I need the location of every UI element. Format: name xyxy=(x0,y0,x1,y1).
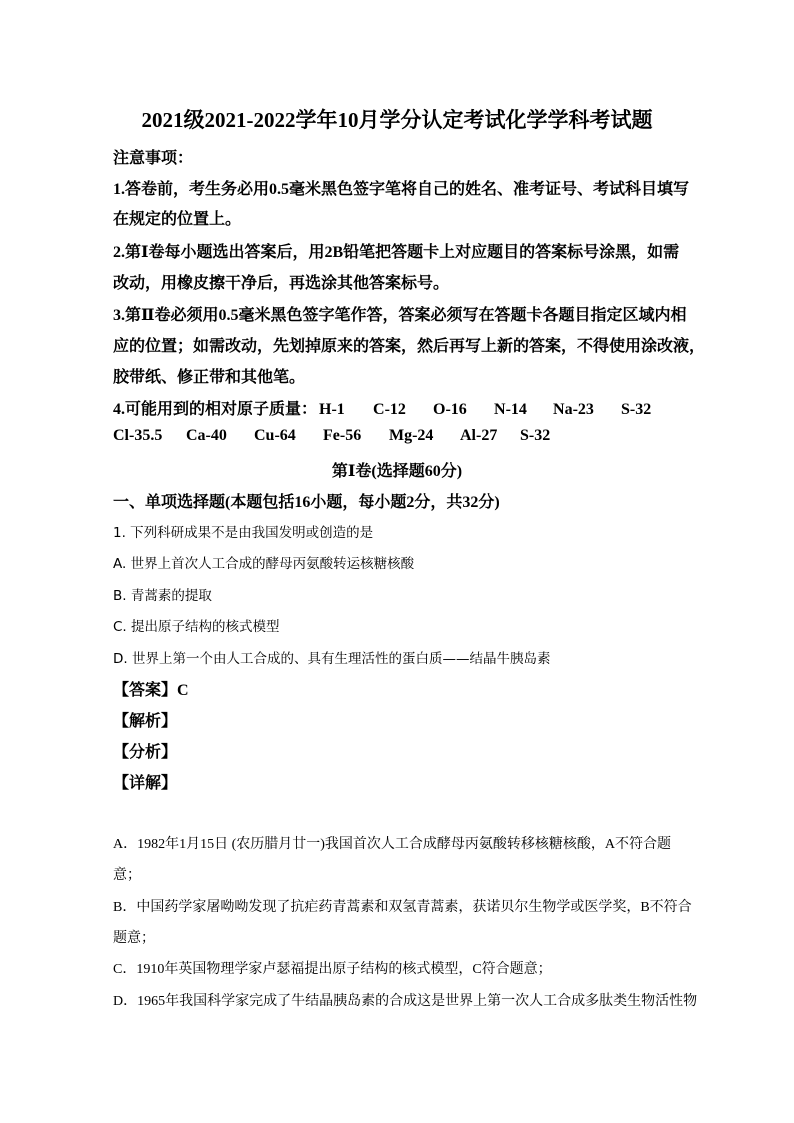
atomic-mass-item: O-16 xyxy=(433,401,467,418)
notice-line-7: 胶带纸、修正带和其他笔。 xyxy=(113,369,306,386)
option-d: D. 世界上第一个由人工合成的、具有生理活性的蛋白质——结晶牛胰岛素 xyxy=(113,651,551,667)
explanation-line-6: D．1965年我国科学家完成了牛结晶胰岛素的合成这是世界上第一次人工合成多肽类生物活性物 xyxy=(113,994,698,1009)
atomic-mass-item: C-12 xyxy=(373,401,406,418)
answer-line xyxy=(113,677,189,700)
atomic-mass-item: Na-23 xyxy=(553,401,594,418)
atomic-mass-item: H-1 xyxy=(319,401,345,418)
atomic-mass-item: Cl-35.5 xyxy=(113,427,163,444)
explanation-line-2: 意； xyxy=(113,868,141,883)
explanation-line-4: 题意； xyxy=(113,931,155,946)
atomic-mass-item: Cu-64 xyxy=(254,427,296,444)
atomic-mass-item: Fe-56 xyxy=(323,427,362,444)
explanation-line-3: B．中国药学家屠呦呦发现了抗疟药青蒿素和双氢青蒿素，获诺贝尔生物学或医学奖，B不符合 xyxy=(113,900,692,915)
atomic-mass-item: Mg-24 xyxy=(389,427,434,444)
notice-line-4: 改动，用橡皮擦干净后，再选涂其他答案标号。 xyxy=(113,275,450,292)
option-c: C. 提出原子结构的核式模型 xyxy=(113,619,280,635)
question-stem: 1. 下列科研成果不是由我国发明或创造的是 xyxy=(113,525,374,541)
atomic-mass-item: Al-27 xyxy=(460,427,498,444)
explanation-line-5: C．1910年英国物理学家卢瑟福提出原子结构的核式模型，C符合题意； xyxy=(113,962,552,977)
answer-label: 【答案】 xyxy=(113,682,178,699)
fenxi-label: 【分析】 xyxy=(113,744,178,761)
atomic-mass-row-1 xyxy=(113,396,651,419)
option-a: A. 世界上首次人工合成的酵母丙氨酸转运核糖核酸 xyxy=(113,556,415,572)
detail-label: 【详解】 xyxy=(113,775,178,792)
notice-line-5: 3.第Ⅱ卷必须用0.5毫米黑色签字笔作答，答案必须写在答题卡各题目指定区域内相 xyxy=(113,307,687,324)
answer-value: C xyxy=(177,682,189,699)
atomic-mass-item: S-32 xyxy=(520,427,551,444)
atomic-mass-label: 4.可能用到的相对原子质量： xyxy=(113,401,318,418)
atomic-mass-row-2 xyxy=(113,427,550,445)
notice-line-2: 在规定的位置上。 xyxy=(113,211,242,228)
notice-line-3: 2.第Ⅰ卷每小题选出答案后，用2B铅笔把答题卡上对应题目的答案标号涂黑，如需 xyxy=(113,244,680,261)
option-b: B. 青蒿素的提取 xyxy=(113,588,212,604)
atomic-mass-item: S-32 xyxy=(621,401,652,418)
notice-heading: 注意事项： xyxy=(113,150,194,167)
notice-line-1: 1.答卷前，考生务必用0.5毫米黑色签字笔将自己的姓名、准考证号、考试科目填写 xyxy=(113,181,690,198)
part-title: 一、单项选择题(本题包括16小题，每小题2分，共32分) xyxy=(113,494,500,511)
analysis-label: 【解析】 xyxy=(113,713,178,730)
atomic-mass-item: N-14 xyxy=(494,401,527,418)
section-title: 第Ⅰ卷(选择题60分) xyxy=(331,463,463,480)
atomic-mass-item: Ca-40 xyxy=(186,427,227,444)
page-title: 2021级2021-2022学年10月学分认定考试化学学科考试题 xyxy=(141,108,653,132)
explanation-line-1: A．1982年1月15日 (农历腊月廿一)我国首次人工合成酵母丙氨酸转移核糖核酸，A不符合题 xyxy=(113,837,672,852)
notice-line-6: 应的位置；如需改动，先划掉原来的答案，然后再写上新的答案，不得使用涂改液， xyxy=(113,338,706,355)
